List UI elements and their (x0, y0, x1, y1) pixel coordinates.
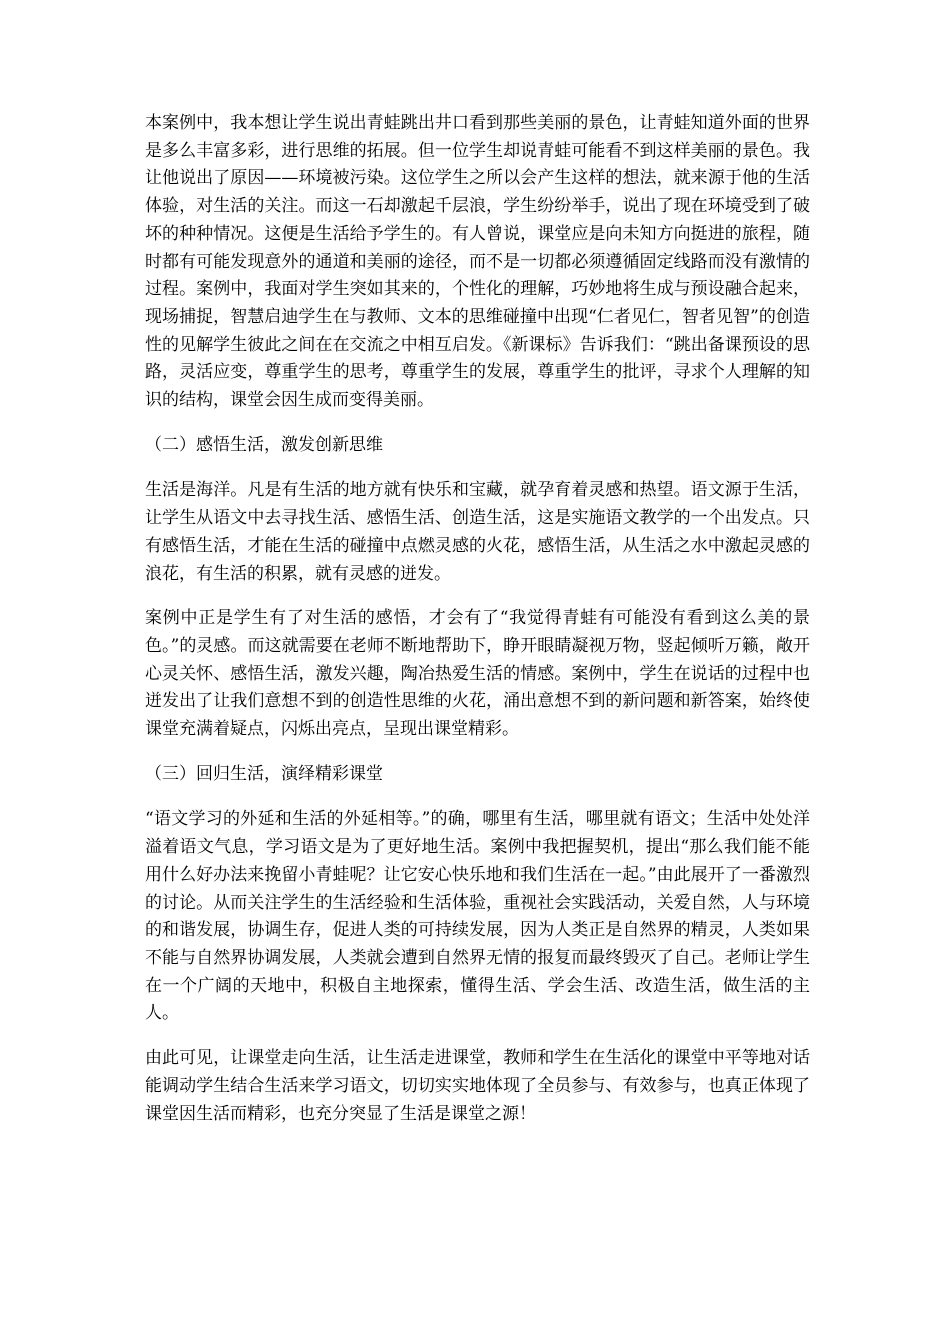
body-paragraph-1: 本案例中，我本想让学生说出青蛙跳出井口看到那些美丽的景色，让青蛙知道外面的世界是多么丰富多彩，进行思维的拓展。但一位学生却说青蛙可能看不到这样美丽的景色。我让他说出了原因——环境被污染。这位学生之所以会产生这样的想法，就来源于他的生活体验，对生活的关注。而这一石却激起千层浪，学生纷纷举手，说出了现在环境受到了破坏的种种情况。这便是生活给予学生的。有人曾说，课堂应是向未知方向挺进的旅程，随时都有可能发现意外的通道和美丽的途径，而不是一切都必须遵循固定线路而没有激情的过程。案例中，我面对学生突如其来的，个性化的理解，巧妙地将生成与预设融合起来，现场捕捉，智慧启迪学生在与教师、文本的思维碰撞中出现“仁者见仁，智者见智”的创造性的见解学生彼此之间在在交流之中相互启发。《新课标》告诉我们：“跳出备课预设的思路，灵活应变，尊重学生的思考，尊重学生的发展，尊重学生的批评，寻求个人理解的知识的结构，课堂会因生成而变得美丽。 (145, 113, 810, 411)
section-heading-2: （二）感悟生活，激发创新思维 (145, 434, 383, 455)
body-paragraph-4: “语文学习的外延和生活的外延相等。”的确，哪里有生活，哪里就有语文；生活中处处洋溢着语文气息，学习语文是为了更好地生活。案例中我把握契机，提出“那么我们能不能用什么好办法来挽留小青蛙呢？让它安心快乐地和我们生活在一起。”由此展开了一番激烈的讨论。从而关注学生的生活经验和生活体验，重视社会实践活动，关爱自然，人与环境的和谐发展，协调生存，促进人类的可持续发展，因为人类正是自然界的精灵，人类如果不能与自然界协调发展，人类就会遭到自然界无情的报复而最终毁灭了自己。老师让学生在一个广阔的天地中，积极自主地探索，懂得生活、学会生活、改造生活，做生活的主人。 (145, 809, 810, 1024)
body-paragraph-3: 案例中正是学生有了对生活的感悟，才会有了“我觉得青蛙有可能没有看到这么美的景色。”的灵感。而这就需要在老师不断地帮助下，睁开眼睛凝视万物，竖起倾听万籁，敞开心灵关怀、感悟生活，激发兴趣，陶冶热爱生活的情感。案例中，学生在说话的过程中也迸发出了让我们意想不到的创造性思维的火花，涌出意想不到的新问题和新答案，始终使课堂充满着疑点，闪烁出亮点，呈现出课堂精彩。 (145, 608, 810, 740)
body-paragraph-5: 由此可见，让课堂走向生活，让生活走进课堂，教师和学生在生活化的课堂中平等地对话能调动学生结合生活来学习语文，切切实实地体现了全员参与、有效参与，也真正体现了课堂因生活而精彩，也充分突显了生活是课堂之源！ (145, 1048, 810, 1124)
body-paragraph-2: 生活是海洋。凡是有生活的地方就有快乐和宝藏，就孕育着灵感和热望。语文源于生活，让学生从语文中去寻找生活、感悟生活、创造生活，这是实施语文教学的一个出发点。只有感悟生活，才能在生活的碰撞中点燃灵感的火花，感悟生活，从生活之水中激起灵感的浪花，有生活的积累，就有灵感的迸发。 (145, 480, 810, 584)
section-heading-3: （三）回归生活，演绎精彩课堂 (145, 763, 383, 784)
document-page (145, 110, 810, 1145)
